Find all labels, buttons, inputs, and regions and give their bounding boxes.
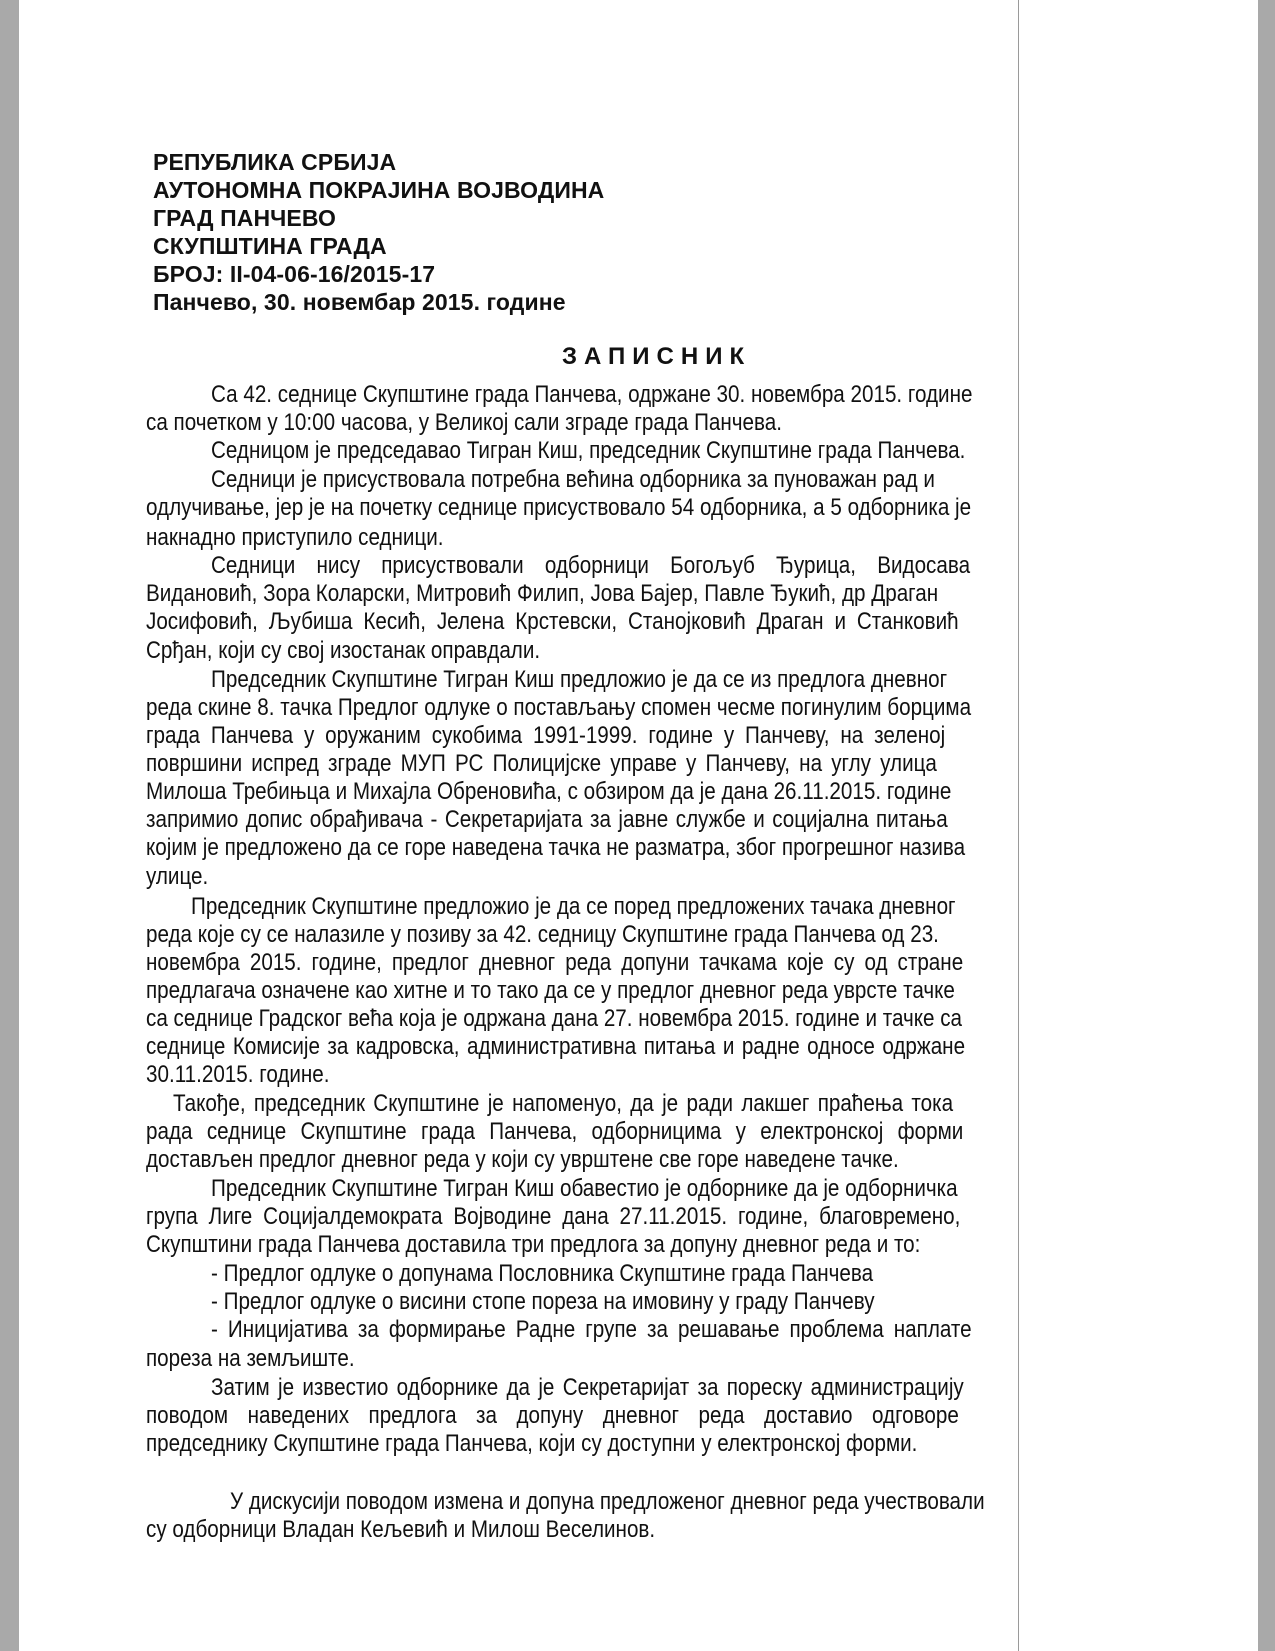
body-line: 30.11.2015. године. (146, 1061, 330, 1088)
body-line: новембра 2015. године, предлог дневног реда допуни тачкама које су од стране (146, 949, 964, 976)
body-line: пореза на земљиште. (146, 1345, 355, 1372)
body-line: Седници нису присуствовали одборници Богољуб Ђурица, Видосава (211, 552, 971, 579)
list-item: - Иницијатива за формирање Радне групе за решавање проблема наплате (211, 1316, 972, 1343)
body-line: Затим је известио одборнике да је Секретаријат за пореску администрацију (211, 1374, 964, 1401)
body-line: накнадно приступило седници. (146, 524, 444, 551)
body-line: одлучивање, јер је на почетку седнице присуствовало 54 одборника, а 5 одборника је (146, 494, 972, 521)
header-place-date: Панчево, 30. новембар 2015. године (153, 289, 566, 315)
body-line: Видановић, Зора Коларски, Митровић Филип, Јова Бајер, Павле Ђукић, др Драган (146, 580, 939, 607)
body-line: са седнице Градског већа која је одржана дана 27. новембра 2015. године и тачке са (146, 1005, 963, 1032)
header-country: РЕПУБЛИКА СРБИЈА (153, 149, 397, 175)
body-line: којим је предложено да се горе наведена тачка не разматра, због прогрешног назива (146, 834, 966, 861)
body-line: Седници је присуствовала потребна већина одборника за пуноважан рад и (211, 466, 935, 493)
body-line: седнице Комисије за кадровска, административна питања и радне односе одржане (146, 1033, 966, 1060)
body-line: Председник Скупштине предложио је да се поред предложених тачака дневног (191, 893, 956, 920)
header-province: АУТОНОМНА ПОКРАЈИНА ВОЈВОДИНА (153, 177, 605, 203)
body-line: У дискусији поводом измена и допуна предложеног дневног реда учествовали (230, 1488, 985, 1515)
body-line: група Лиге Социјалдемократа Војводине дана 27.11.2015. године, благовремено, (146, 1203, 961, 1230)
list-item: - Предлог одлуке о допунама Пословника Скупштине града Панчева (211, 1260, 874, 1287)
body-line: Седницом је председавао Тигран Киш, председник Скупштине града Панчева. (211, 437, 966, 464)
header-reference-number: БРОЈ: II-04-06-16/2015-17 (153, 261, 436, 287)
body-line: председнику Скупштине града Панчева, који су доступни у електронској форми. (146, 1430, 918, 1457)
document-header (153, 148, 604, 316)
body-line: Скупштини града Панчева доставила три предлога за допуну дневног реда и то: (146, 1231, 921, 1258)
scan-fold-line (1018, 0, 1019, 1651)
body-line: Јосифовић, Љубиша Кесић, Јелена Крстевски, Станојковић Драган и Станковић (146, 608, 959, 635)
header-city: ГРАД ПАНЧЕВО (153, 205, 336, 231)
body-line: са почетком у 10:00 часова, у Великој сали зграде града Панчева. (146, 409, 782, 436)
body-line: реда скине 8. тачка Предлог одлуке о постављању спомен чесме погинулим борцима (146, 694, 972, 721)
body-line: поводом наведених предлога за допуну дневног реда доставио одговоре (146, 1402, 959, 1429)
body-line: Председник Скупштине Тигран Киш предложио је да се из предлога дневног (211, 666, 948, 693)
body-line: запримио допис обрађивача - Секретаријата за јавне службе и социјална питања (146, 806, 948, 833)
body-line: Са 42. седнице Скупштине града Панчева, одржане 30. новембра 2015. године (211, 381, 973, 408)
list-item: - Предлог одлуке о висини стопе пореза на имовину у граду Панчеву (211, 1288, 875, 1315)
body-line: су одборници Владан Кељевић и Милош Веселинов. (146, 1516, 656, 1543)
body-line: улице. (146, 863, 209, 890)
body-line: Срђан, који су свој изостанак оправдали. (146, 637, 541, 664)
header-assembly: СКУПШТИНА ГРАДА (153, 233, 387, 259)
body-line: реда које су се налазиле у позиву за 42. седницу Скупштине града Панчева од 23. (146, 921, 939, 948)
body-line: површини испред зграде МУП РС Полицијске управе у Панчеву, на углу улица (146, 750, 937, 777)
document-title: ЗАПИСНИК (562, 343, 752, 370)
body-line: предлагача означене као хитне и то тако да се у предлог дневног реда уврсте тачке (146, 977, 955, 1004)
document-page (19, 0, 1258, 1651)
body-line: рада седнице Скупштине града Панчева, одборницима у електронској форми (146, 1118, 964, 1145)
body-line: достављен предлог дневног реда у који су уврштене све горе наведене тачке. (146, 1146, 899, 1173)
body-line: Милоша Требињца и Михајла Обреновића, с обзиром да је дана 26.11.2015. године (146, 778, 952, 805)
body-line: Такође, председник Скупштине је напоменуо, да је ради лакшег праћења тока (173, 1090, 954, 1117)
body-line: града Панчева у оружаним сукобима 1991-1999. године у Панчеву, на зеленој (146, 722, 946, 749)
body-line: Председник Скупштине Тигран Киш обавестио је одборнике да је одборничка (211, 1175, 958, 1202)
